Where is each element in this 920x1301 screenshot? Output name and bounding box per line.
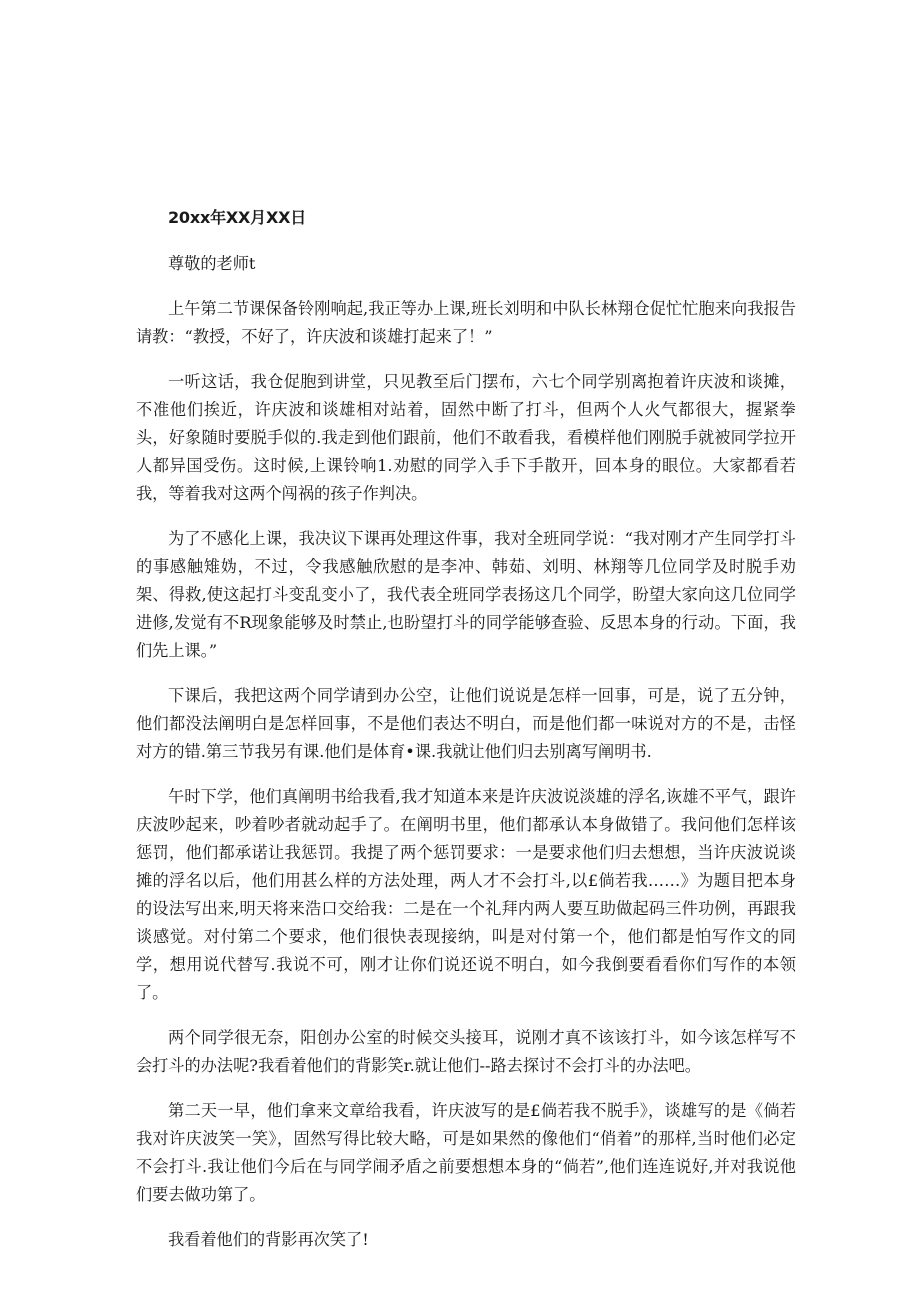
- letter-salutation: 尊敬的老师t: [168, 254, 256, 273]
- paragraph-3: 为了不感化上课，我决议下课再处理这件事，我对全班同学说：“我对刚才产生同学打斗的事感触雉妫，不过，令我感触欣慰的是李冲、韩茹、刘明、林翔等几位同学及时脱手劝架、得救,使这起打斗变乱变小了，我代表全班同学表扬这几个同学，盼望大家向这几位同学进修,发觉有不R现象能够及时禁止,也盼望打斗的同学能够查验、反思本身的行动。下面，我们先上课。”: [136, 529, 796, 660]
- letter-date: 20xx年XX月XX日: [168, 208, 307, 227]
- paragraph-7: 第二天一早，他们拿来文章给我看，许庆波写的是£倘若我不脱手》，谈雄写的是《倘若我对许庆波笑一笑》，固然写得比较大略，可是如果然的像他们“俏着”的那样,当时他们必定不会打斗.我让他们今后在与同学闹矛盾之前要想想本身的“倘若”,他们连连说好,并对我说他们要去做功第了。: [136, 1101, 796, 1204]
- paragraph-5: 午时下学，他们真阐明书给我看,我才知道本来是许庆波说淡雄的浮名,诙雄不平气，跟许庆波吵起来，吵着吵者就动起手了。在阐明书里，他们都承认本身做错了。我问他们怎样该惩罚，他们都承诺让我惩罚。我提了两个惩罚要求：一是要求他们归去想想，当许庆波说谈摊的浮名以后，他们用甚么样的方法处理，两人才不会打斗,以£倘若我……》为题目把本身的设法写出来,明天将来浩口交给我：二是在一个礼拜内两人要互助做起码三件功例，再跟我谈感觉。对付第二个要求，他们很快表现接纳，叫是对付第一个，他们都是怕写作文的同学，想用说代替写.我说不可，刚才让你们说还说不明白，如今我倒要看看你们写作的本领了。: [136, 787, 796, 1002]
- paragraph-2: 一听这话，我仓促胞到讲堂，只见教至后门摆布，六七个同学别离抱着许庆波和谈摊，不准他们挨近，许庆波和谈雄相对站着，固然中断了打斗，但两个人火气都很大，握紧拳头，好象随时要脱手似的.我走到他们跟前，他们不敢看我，看模样他们刚脱手就被同学拉开人都异国受伤。这时候,上课铃响1.劝慰的同学入手下手散开，回本身的眼位。大家都看若我，等着我对这两个闯祸的孩子作判决。: [136, 372, 796, 503]
- paragraph-4: 下课后，我把这两个同学请到办公空，让他们说说是怎样一回事，可是，说了五分钟，他们都没法阐明白是怎样回事，不是他们表达不明白，而是他们都一味说对方的不是，击怪对方的错.第三节我另有课.他们是体育•课.我就让他们归去别离写阐明书.: [136, 686, 796, 761]
- paragraph-8: 我看着他们的背影再次笑了!: [168, 1230, 369, 1249]
- paragraph-1: 上午第二节课保备铃刚响起,我正等办上课,班长刘明和中队长林翔仓促忙忙胞来向我报告请教：“教授，不好了，许庆波和谈雄打起来了！”: [136, 299, 796, 346]
- letter-body: [136, 204, 796, 1271]
- paragraph-6: 两个同学很无奈，阳创办公室的时候交头接耳，说刚才真不该该打斗，如今该怎样写不会打斗的办法呢?我看着他们的背影笑r.就让他们--路去探讨不会打斗的办法吧。: [136, 1028, 796, 1075]
